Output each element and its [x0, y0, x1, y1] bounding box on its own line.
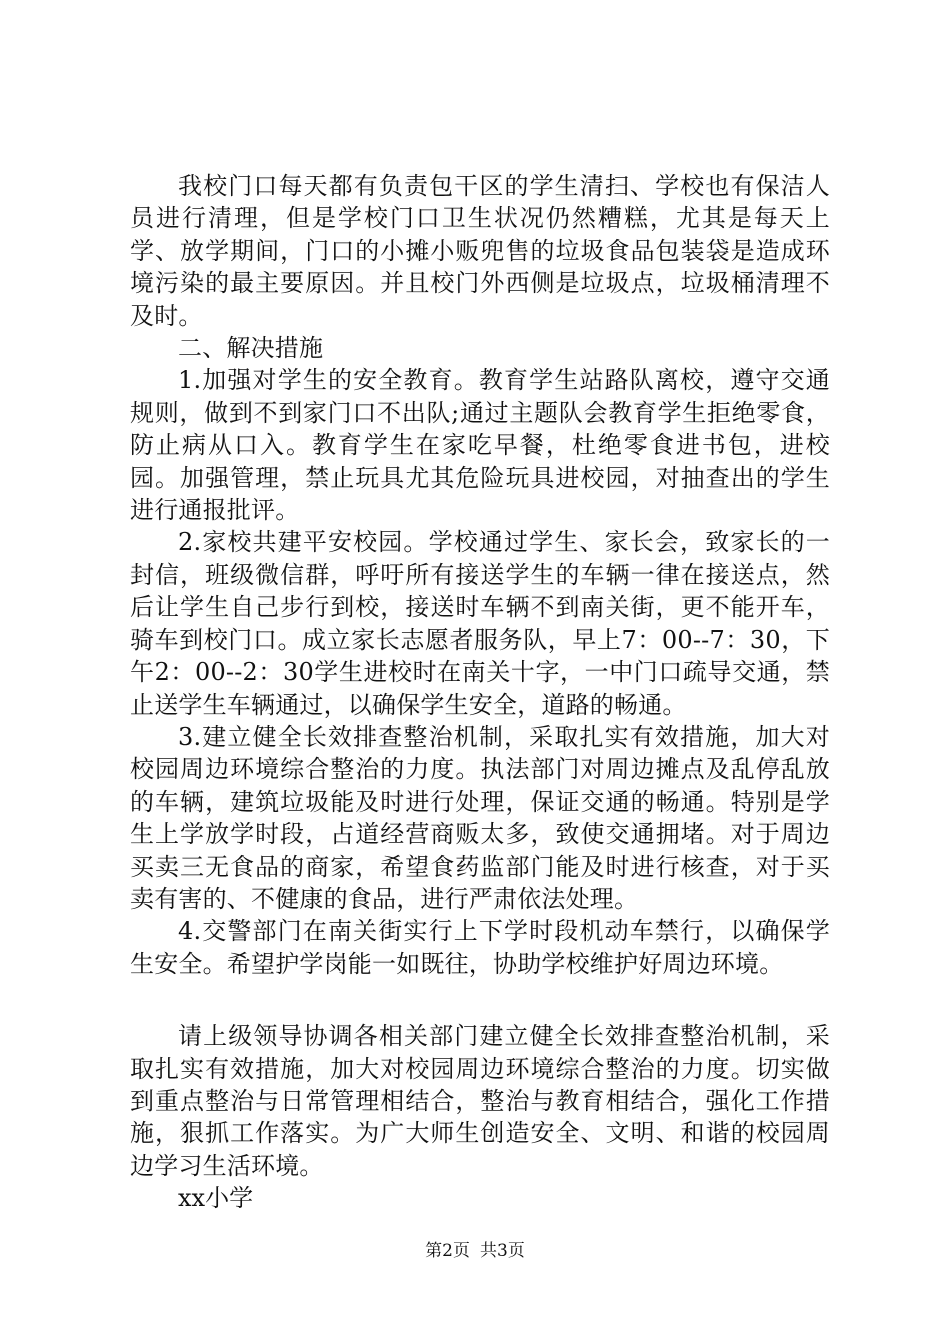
signature-school-name: xx小学 — [178, 1184, 254, 1213]
section-heading-solutions: 二、解决措施 — [178, 334, 324, 363]
page-footer — [0, 1240, 950, 1262]
paragraph-spacer — [130, 980, 830, 1020]
paragraph-problem-description: 我校门口每天都有负责包干区的学生清扫、学校也有保洁人员进行清理，但是学校门口卫生状况仍然糟糕，尤其是每天上学、放学期间，门口的小摊小贩兜售的垃圾食品包装袋是造成环境污染的最主要原因。并且校门外西侧是垃圾点，垃圾桶清理不及时。 — [130, 172, 830, 330]
page-number: 第2页 — [425, 1241, 470, 1261]
document-body — [130, 170, 830, 1215]
paragraph-measure-3: 3.建立健全长效排查整治机制，采取扎实有效措施，加大对校园周边环境综合整治的力度。执法部门对周边摊点及乱停乱放的车辆，建筑垃圾能及时进行处理，保证交通的畅通。特别是学生上学放学时段，占道经营商贩太多，致使交通拥堵。对于周边买卖三无食品的商家，希望食药监部门能及时进行核查，对于买卖有害的、不健康的食品，进行严肃依法处理。 — [130, 722, 830, 913]
page-total: 共3页 — [480, 1241, 525, 1261]
paragraph-measure-1: 1.加强对学生的安全教育。教育学生站路队离校，遵守交通规则，做到不到家门口不出队;通过主题队会教育学生拒绝零食，防止病从口入。教育学生在家吃早餐，杜绝零食进书包，进校园。加强管理，禁止玩具尤其危险玩具进校园，对抽查出的学生进行通报批评。 — [130, 366, 830, 525]
paragraph-measure-4: 4.交警部门在南关街实行上下学时段机动车禁行，以确保学生安全。希望护学岗能一如既往，协助学校维护好周边环境。 — [130, 917, 830, 978]
paragraph-closing-request: 请上级领导协调各相关部门建立健全长效排查整治机制，采取扎实有效措施，加大对校园周边环境综合整治的力度。切实做到重点整治与日常管理相结合，整治与教育相结合，强化工作措施，狠抓工作落实。为广大师生创造安全、文明、和谐的校园周边学习生活环境。 — [130, 1022, 830, 1180]
paragraph-measure-2: 2.家校共建平安校园。学校通过学生、家长会，致家长的一封信，班级微信群，呼吁所有接送学生的车辆一律在接送点，然后让学生自己步行到校，接送时车辆不到南关街，更不能开车，骑车到校门口。成立家长志愿者服务队，早上7：00--7：30，下午2：00--2：30学生进校时在南关十字，一中门口疏导交通，禁止送学生车辆通过，以确保学生安全，道路的畅通。 — [130, 528, 830, 719]
